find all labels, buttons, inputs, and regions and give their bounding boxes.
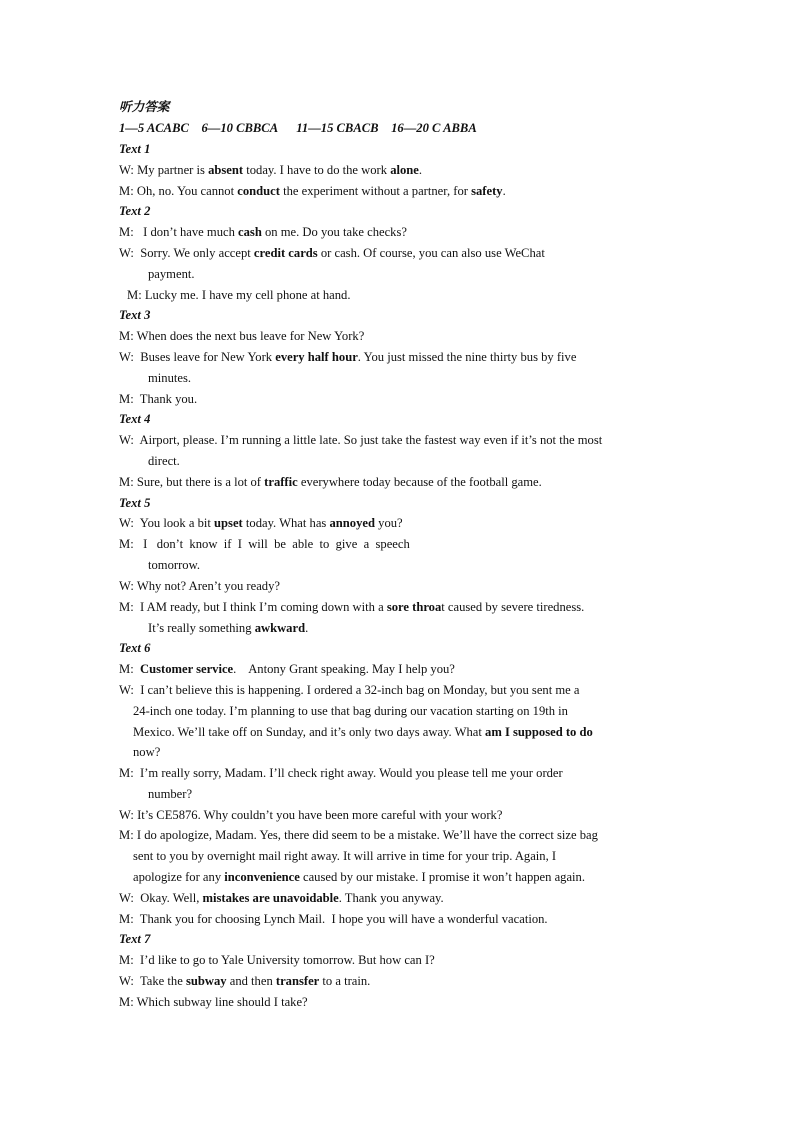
dialogue-line-continued: 24-inch one today. I’m planning to use that bag during our vacation starting on 19th in	[133, 704, 568, 718]
dialogue-line-continued: tomorrow.	[148, 558, 200, 572]
dialogue-line: M: I don’t have much cash on me. Do you take checks?	[119, 225, 407, 239]
dialogue-line: W: My partner is absent today. I have to do the work alone.	[119, 163, 423, 177]
dialogue-line: M: Thank you for choosing Lynch Mail. I hope you will have a wonderful vacation.	[119, 912, 548, 926]
dialogue-line: M: I AM ready, but I think I’m coming down with a sore throat caused by severe tiredness.	[119, 600, 585, 614]
dialogue-line: M: Oh, no. You cannot conduct the experiment without a partner, for safety.	[119, 184, 506, 198]
dialogue-line: M: Lucky me. I have my cell phone at hand.	[127, 288, 351, 302]
dialogue-line-continued: minutes.	[148, 371, 192, 385]
dialogue-line-continued: number?	[148, 787, 193, 801]
dialogue-line-continued: Mexico. We’ll take off on Sunday, and it’s only two days away. What am I supposed to do	[133, 725, 593, 739]
dialogue-line: W: Take the subway and then transfer to a train.	[119, 974, 371, 988]
text-heading: Text 2	[119, 204, 151, 218]
dialogue-line: M: When does the next bus leave for New York?	[119, 329, 365, 343]
dialogue-line-continued: direct.	[148, 454, 180, 468]
dialogue-line: M: I’m really sorry, Madam. I’ll check right away. Would you please tell me your order	[119, 766, 563, 780]
dialogue-line: M: Thank you.	[119, 392, 198, 406]
page-title: 听力答案	[119, 100, 170, 114]
dialogue-line: W: It’s CE5876. Why couldn’t you have been more careful with your work?	[119, 808, 503, 822]
dialogue-line: W: Okay. Well, mistakes are unavoidable. Thank you anyway.	[119, 891, 444, 905]
dialogue-line-continued: It’s really something awkward.	[148, 621, 309, 635]
dialogue-line: M: Which subway line should I take?	[119, 995, 308, 1009]
answer-key: 1—5 ACABC 6—10 CBBCA 11—15 CBACB 16—20 C ABBA	[119, 121, 477, 135]
dialogue-line: W: Why not? Aren’t you ready?	[119, 579, 280, 593]
text-heading: Text 6	[119, 641, 151, 655]
text-heading: Text 3	[119, 308, 151, 322]
dialogue-line-continued: payment.	[148, 267, 195, 281]
text-heading: Text 5	[119, 496, 151, 510]
dialogue-line-continued: now?	[133, 745, 161, 759]
dialogue-line: W: Sorry. We only accept credit cards or cash. Of course, you can also use WeChat	[119, 246, 545, 260]
text-heading: Text 7	[119, 932, 151, 946]
dialogue-line: W: You look a bit upset today. What has annoyed you?	[119, 516, 403, 530]
dialogue-line: W: Buses leave for New York every half hour. You just missed the nine thirty bus by five	[119, 350, 577, 364]
dialogue-line: M: I do apologize, Madam. Yes, there did seem to be a mistake. We’ll have the correct size bag	[119, 828, 598, 842]
dialogue-line: M: I’d like to go to Yale University tomorrow. But how can I?	[119, 953, 435, 967]
dialogue-line: M: Sure, but there is a lot of traffic everywhere today because of the football game.	[119, 475, 542, 489]
dialogue-line-continued: apologize for any inconvenience caused by our mistake. I promise it won’t happen again.	[133, 870, 585, 884]
dialogue-line: W: Airport, please. I’m running a little late. So just take the fastest way even if it’s not the most	[119, 433, 603, 447]
dialogue-line: M: I don’t know if I will be able to give a speech	[119, 537, 410, 551]
dialogue-line: M: Customer service. Antony Grant speaking. May I help you?	[119, 662, 455, 676]
text-heading: Text 1	[119, 142, 151, 156]
dialogue-line-continued: sent to you by overnight mail right away. It will arrive in time for your trip. Again, I	[133, 849, 557, 863]
dialogue-line: W: I can’t believe this is happening. I ordered a 32-inch bag on Monday, but you sent me a	[119, 683, 580, 697]
text-heading: Text 4	[119, 412, 151, 426]
